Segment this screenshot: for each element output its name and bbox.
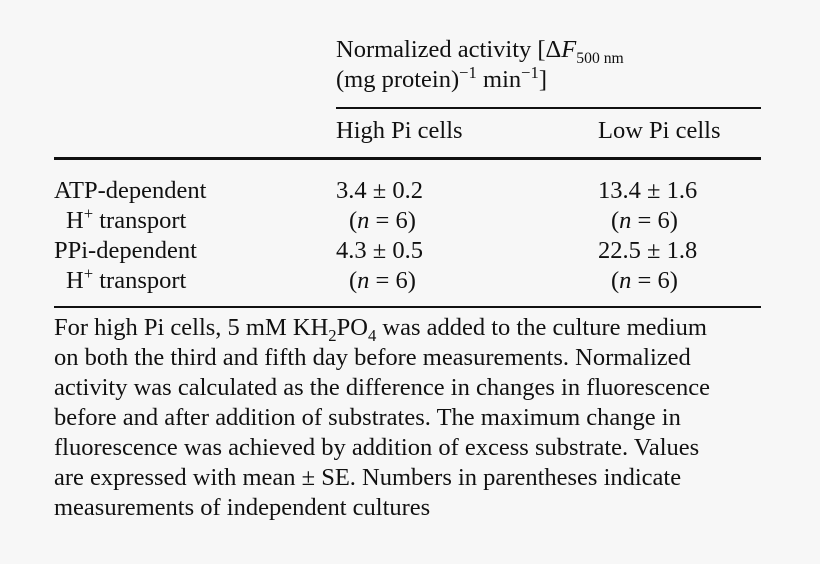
unit-text: min xyxy=(476,66,522,93)
label-text: transport xyxy=(93,207,187,234)
table-footnote xyxy=(54,313,766,523)
row-label-ppi: PPi-dependent xyxy=(54,237,197,264)
label-text: H xyxy=(66,207,84,234)
n-variable: n xyxy=(357,207,370,234)
group-header-rule xyxy=(336,107,761,109)
cell-atp-low-value: 13.4 ± 1.6 xyxy=(598,177,698,204)
formula-subscript: 4 xyxy=(367,325,377,345)
row-label-ppi-line2 xyxy=(66,263,187,296)
footnote-line: before and after addition of substrates. The maximum change in xyxy=(54,404,681,431)
unit-text: (mg protein) xyxy=(336,66,460,93)
n-text: = 6) xyxy=(631,207,678,234)
cell-atp-high-value: 3.4 ± 0.2 xyxy=(336,177,423,204)
cell-ppi-low-value: 22.5 ± 1.8 xyxy=(598,237,698,264)
row-label-atp-line2 xyxy=(66,203,187,236)
column-header-low-pi: Low Pi cells xyxy=(598,117,721,144)
cell-atp-high-n xyxy=(349,206,416,236)
n-variable: n xyxy=(619,207,632,234)
cell-ppi-high-value: 4.3 ± 0.5 xyxy=(336,237,423,264)
n-text: = 6) xyxy=(369,267,416,294)
n-text: ( xyxy=(349,267,358,294)
row-label-atp: ATP-dependent xyxy=(54,177,207,204)
fluorescence-symbol: F xyxy=(561,36,577,63)
unit-text: ] xyxy=(538,66,548,93)
footnote-text: PO xyxy=(336,314,368,341)
formula-subscript: 2 xyxy=(328,325,337,345)
unit-exponent: −1 xyxy=(521,62,539,82)
footnote-line: on both the third and fifth day before measurements. Normalized xyxy=(54,344,691,371)
cell-atp-low-n xyxy=(611,206,678,236)
n-text: = 6) xyxy=(369,207,416,234)
proton-superscript: + xyxy=(83,263,94,283)
footnote-text: was added to the culture medium xyxy=(376,314,707,341)
n-variable: n xyxy=(619,267,632,294)
column-header-high-pi: High Pi cells xyxy=(336,117,463,144)
label-text: H xyxy=(66,267,84,294)
footnote-line: activity was calculated as the difference in changes in fluorescence xyxy=(54,374,710,401)
delta-symbol: Δ xyxy=(545,36,562,63)
label-text: transport xyxy=(93,267,187,294)
n-text: ( xyxy=(349,207,358,234)
table-bottom-rule xyxy=(54,306,761,308)
footnote-text: For high Pi cells, 5 mM KH xyxy=(54,314,329,341)
n-text: ( xyxy=(611,267,620,294)
group-header-text: Normalized activity [ xyxy=(336,36,546,63)
footnote-line: measurements of independent cultures xyxy=(54,494,431,521)
cell-ppi-high-n xyxy=(349,266,416,296)
group-header-line1 xyxy=(336,35,624,65)
group-header-line2 xyxy=(336,62,548,95)
n-variable: n xyxy=(357,267,370,294)
n-text: = 6) xyxy=(631,267,678,294)
footnote-line: fluorescence was achieved by addition of excess substrate. Values xyxy=(54,434,700,461)
unit-exponent: −1 xyxy=(459,62,477,82)
header-bottom-rule xyxy=(54,157,761,160)
wavelength-subscript: 500 nm xyxy=(576,49,624,67)
cell-ppi-low-n xyxy=(611,266,678,296)
footnote-line xyxy=(54,313,766,343)
proton-superscript: + xyxy=(83,203,94,223)
footnote-line: are expressed with mean ± SE. Numbers in parentheses indicate xyxy=(54,464,682,491)
n-text: ( xyxy=(611,207,620,234)
